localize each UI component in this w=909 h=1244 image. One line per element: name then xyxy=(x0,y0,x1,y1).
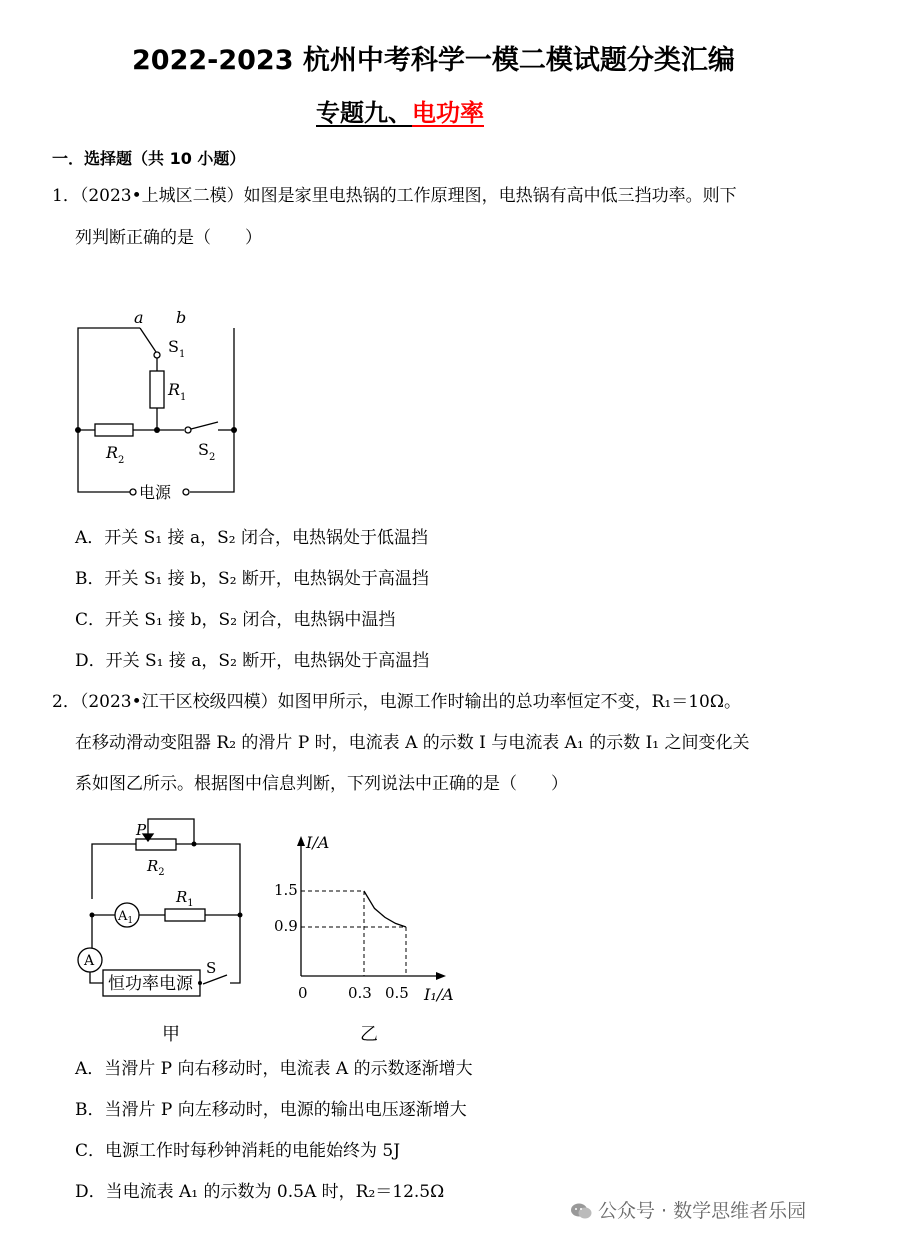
q2-label-source: 恒功率电源 xyxy=(108,974,193,994)
q2-label-s: S xyxy=(206,959,217,977)
q1-circuit-figure xyxy=(60,305,260,510)
q1-label-r2: $R_2$ xyxy=(106,443,125,466)
q2-label-r2: $R_2$ xyxy=(147,857,165,878)
q1-option-d: D．开关 S₁ 接 a，S₂ 断开，电热锅处于高温挡 xyxy=(75,651,430,671)
q1-switch-s1-pivot xyxy=(154,352,160,358)
q1-option-c: C．开关 S₁ 接 b，S₂ 闭合，电热锅中温挡 xyxy=(75,610,396,630)
graph-y-arrow xyxy=(297,836,305,846)
graph-ylabel: I/A xyxy=(306,833,330,852)
q2-caption-jia: 甲 xyxy=(162,1024,180,1045)
q2-label-a: A xyxy=(84,953,95,969)
q2-slider-wire xyxy=(148,819,194,844)
graph-y-tick: 0.9 xyxy=(274,917,298,935)
q2-option-d: D．当电流表 A₁ 的示数为 0.5A 时，R₂＝12.5Ω xyxy=(75,1182,445,1202)
q1-stem-line1: 1．（2023•上城区二模）如图是家里电热锅的工作原理图，电热锅有高中低三挡功率。则下 xyxy=(52,186,737,206)
q1-label-s2: $S_2$ xyxy=(198,440,216,463)
graph-xlabel: I₁/A xyxy=(424,985,454,1004)
q1-label-b: b xyxy=(176,308,187,327)
q2-graph xyxy=(270,830,470,1050)
q1-wire-right xyxy=(190,328,234,492)
watermark-text: 公众号 · 数学思维者乐园 xyxy=(598,1200,807,1222)
q2-stem-line1: 2．（2023•江干区校级四模）如图甲所示，电源工作时输出的总功率恒定不变，R₁＝10Ω。 xyxy=(52,692,741,712)
q1-label-a: a xyxy=(134,308,144,327)
page-subtitle xyxy=(316,93,484,128)
q1-option-b: B．开关 S₁ 接 b，S₂ 断开，电热锅处于高温挡 xyxy=(75,569,429,589)
q1-wire-left xyxy=(78,328,140,492)
graph-series-line xyxy=(364,891,406,927)
q1-label-r1: $R_1$ xyxy=(168,380,187,403)
q2-label-p: P xyxy=(136,821,147,839)
q2-resistor-r1 xyxy=(165,909,205,921)
q1-resistor-r2 xyxy=(95,424,133,436)
graph-x-tick: 0.5 xyxy=(385,984,409,1002)
q1-switch-s2-pivot xyxy=(185,427,191,433)
q2-option-a: A．当滑片 P 向右移动时，电流表 A 的示数逐渐增大 xyxy=(75,1059,473,1079)
watermark xyxy=(570,1196,806,1223)
q2-resistor-r2 xyxy=(136,839,176,850)
wechat-icon xyxy=(570,1202,592,1220)
q1-resistor-r1 xyxy=(150,371,164,408)
q2-circuit-figure xyxy=(70,815,260,1050)
page-title: 2022-2023 杭州中考科学一模二模试题分类汇编 xyxy=(132,45,735,76)
q2-stem-line2: 在移动滑动变阻器 R₂ 的滑片 P 时，电流表 A 的示数 I 与电流表 A₁ 的示数 I₁ 之间变化关 xyxy=(75,733,750,753)
graph-x-tick: 0 xyxy=(298,984,308,1002)
q1-option-a: A．开关 S₁ 接 a，S₂ 闭合，电热锅处于低温挡 xyxy=(75,528,428,548)
subtitle-prefix: 专题九、 xyxy=(316,99,412,127)
q1-label-source: 电源 xyxy=(139,483,172,502)
q1-label-s1: $S_1$ xyxy=(168,337,186,360)
q1-source-terminal xyxy=(183,489,189,495)
graph-y-tick: 1.5 xyxy=(274,881,298,899)
q2-label-r1: $R_1$ xyxy=(176,888,194,909)
q2-option-c: C．电源工作时每秒钟消耗的电能始终为 5J xyxy=(75,1141,401,1161)
q1-stem-line2: 列判断正确的是（ ） xyxy=(75,228,262,248)
q2-stem-line3: 系如图乙所示。根据图中信息判断，下列说法中正确的是（ ） xyxy=(75,774,568,794)
section-heading: 一．选择题（共 10 小题） xyxy=(52,149,246,168)
q2-option-b: B．当滑片 P 向左移动时，电源的输出电压逐渐增大 xyxy=(75,1100,467,1120)
q2-label-a1: $A_1$ xyxy=(118,909,134,926)
q2-caption-yi: 乙 xyxy=(360,1024,378,1045)
q1-source-terminal xyxy=(130,489,136,495)
graph-x-tick: 0.3 xyxy=(348,984,372,1002)
q1-switch-s2-blade xyxy=(191,422,218,429)
subtitle-topic: 电功率 xyxy=(412,99,484,127)
q1-switch-s1-blade xyxy=(140,328,156,352)
graph-x-arrow xyxy=(436,972,446,980)
